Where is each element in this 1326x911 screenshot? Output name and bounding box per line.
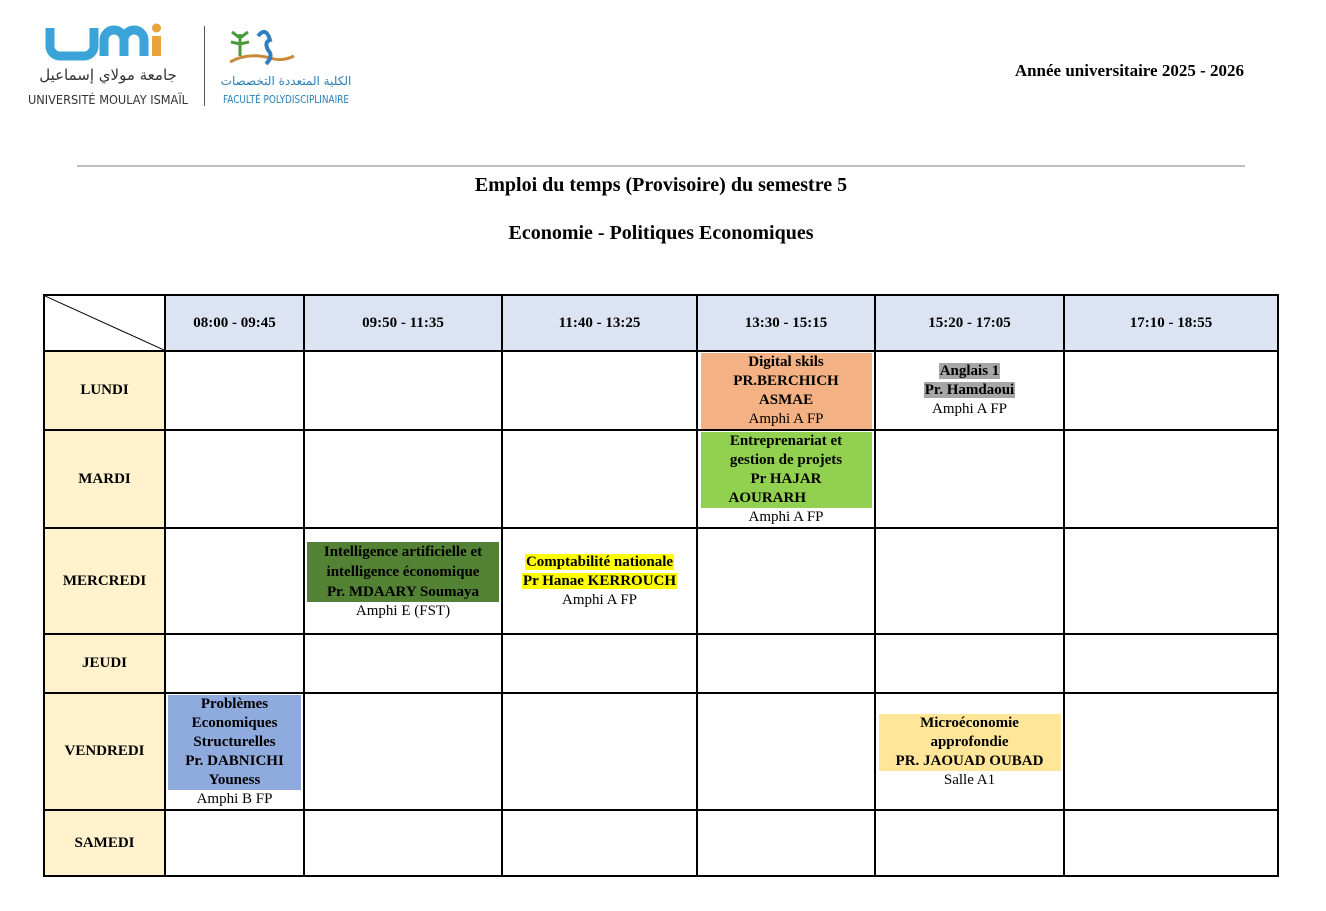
course-cell [697,351,875,430]
empty-cell [1064,810,1278,876]
empty-cell [1064,351,1278,430]
course-teacher: PR.BERCHICH [733,373,839,389]
course-cell [502,528,697,634]
course-room: Salle A1 [943,771,996,788]
empty-cell [502,351,697,430]
empty-cell [165,810,304,876]
umi-logo [26,22,191,110]
empty-cell [1064,634,1278,693]
course-cell [875,693,1064,810]
course-block [701,353,872,429]
slot-header: 09:50 - 11:35 [304,295,502,351]
course-cell [875,351,1064,430]
course-room: Amphi B FP [196,790,273,807]
day-label: VENDREDI [44,693,165,810]
course-cell [697,430,875,528]
day-row-mercredi [44,528,1278,634]
course-room: Amphi A FP [561,591,638,608]
empty-cell [875,634,1064,693]
fp-logo [218,22,366,110]
course-block [701,432,872,508]
course-cell [304,528,502,634]
academic-year: Année universitaire 2025 - 2026 [1014,61,1244,80]
empty-cell [1064,430,1278,528]
course-teacher: Pr. DABNICHI [185,752,284,769]
svg-text:الكلية المتعددة التخصصات: الكلية المتعددة التخصصات [220,74,352,88]
empty-cell [697,634,875,693]
empty-cell [875,810,1064,876]
page-title: Emploi du temps (Provisoire) du semestre 5 [474,174,848,196]
svg-text:جامعة مولاي إسماعيل: جامعة مولاي إسماعيل [39,66,177,84]
course-teacher: ASMAE [758,392,814,408]
course-teacher: AOURARH [728,490,806,506]
empty-cell [165,351,304,430]
empty-cell [304,351,502,430]
course-teacher: Pr HAJAR [750,471,822,487]
day-label: JEUDI [44,634,165,693]
empty-cell [1064,528,1278,634]
slot-header: 13:30 - 15:15 [697,295,875,351]
empty-cell [304,430,502,528]
day-row-lundi [44,351,1278,430]
slot-header: 11:40 - 13:25 [502,295,697,351]
day-label: LUNDI [44,351,165,430]
empty-cell [1064,693,1278,810]
empty-cell [502,634,697,693]
empty-cell [502,430,697,528]
course-teacher: Pr Hanae KERROUCH [522,572,677,589]
slot-header: 15:20 - 17:05 [875,295,1064,351]
day-row-mardi [44,430,1278,528]
course-room: Amphi A FP [931,401,1008,417]
course-block [168,695,301,790]
empty-cell [502,693,697,810]
empty-cell [875,528,1064,634]
logos [26,22,366,110]
course-teacher: Pr. MDAARY Soumaya [326,583,480,600]
course-title: gestion de projets [729,452,843,468]
course-teacher: Youness [208,771,261,788]
course-title: Problèmes [200,695,269,712]
day-row-vendredi [44,693,1278,810]
course-title: Anglais 1 [939,363,1000,379]
course-title: Microéconomie [920,714,1019,731]
svg-text:UNIVERSITÉ MOULAY ISMAÏL: UNIVERSITÉ MOULAY ISMAÏL [28,92,189,107]
course-block [503,553,696,591]
course-title: approfondie [930,733,1009,750]
header-row [44,295,1278,351]
logo-separator [204,26,205,106]
empty-cell [165,430,304,528]
course-title: Economiques [191,714,278,731]
empty-cell [304,693,502,810]
course-room: Amphi A FP [748,411,824,427]
empty-cell [875,430,1064,528]
page-subtitle: Economie - Politiques Economiques [508,222,814,244]
day-label: SAMEDI [44,810,165,876]
empty-cell [697,528,875,634]
slot-header: 08:00 - 09:45 [165,295,304,351]
day-row-samedi [44,810,1278,876]
course-title: Digital skils [748,354,824,370]
course-teacher: PR. JAOUAD OUBAD [895,752,1044,769]
empty-cell [304,634,502,693]
course-teacher: Pr. Hamdaoui [924,382,1015,398]
course-title: Comptabilité nationale [525,553,674,570]
empty-cell [697,810,875,876]
course-room: Amphi A FP [748,509,824,525]
day-label: MARDI [44,430,165,528]
course-title: Intelligence artificielle et [323,543,483,560]
empty-cell [304,810,502,876]
day-row-jeudi [44,634,1278,693]
course-title: Structurelles [193,733,276,750]
corner-cell [44,295,165,351]
course-title: Entreprenariat et [729,433,843,449]
course-cell [165,693,304,810]
course-title: intelligence économique [326,563,480,580]
day-label: MERCREDI [44,528,165,634]
slot-header: 17:10 - 18:55 [1064,295,1278,351]
empty-cell [502,810,697,876]
course-block [879,714,1061,771]
divider [77,165,1245,167]
empty-cell [165,528,304,634]
empty-cell [697,693,875,810]
course-room: Amphi E (FST) [355,602,451,619]
course-block [307,542,499,602]
timetable [43,294,1279,877]
svg-text:FACULTÉ POLYDISCIPLINAIRE: FACULTÉ POLYDISCIPLINAIRE [223,93,350,106]
empty-cell [165,634,304,693]
course-block [876,362,1063,400]
